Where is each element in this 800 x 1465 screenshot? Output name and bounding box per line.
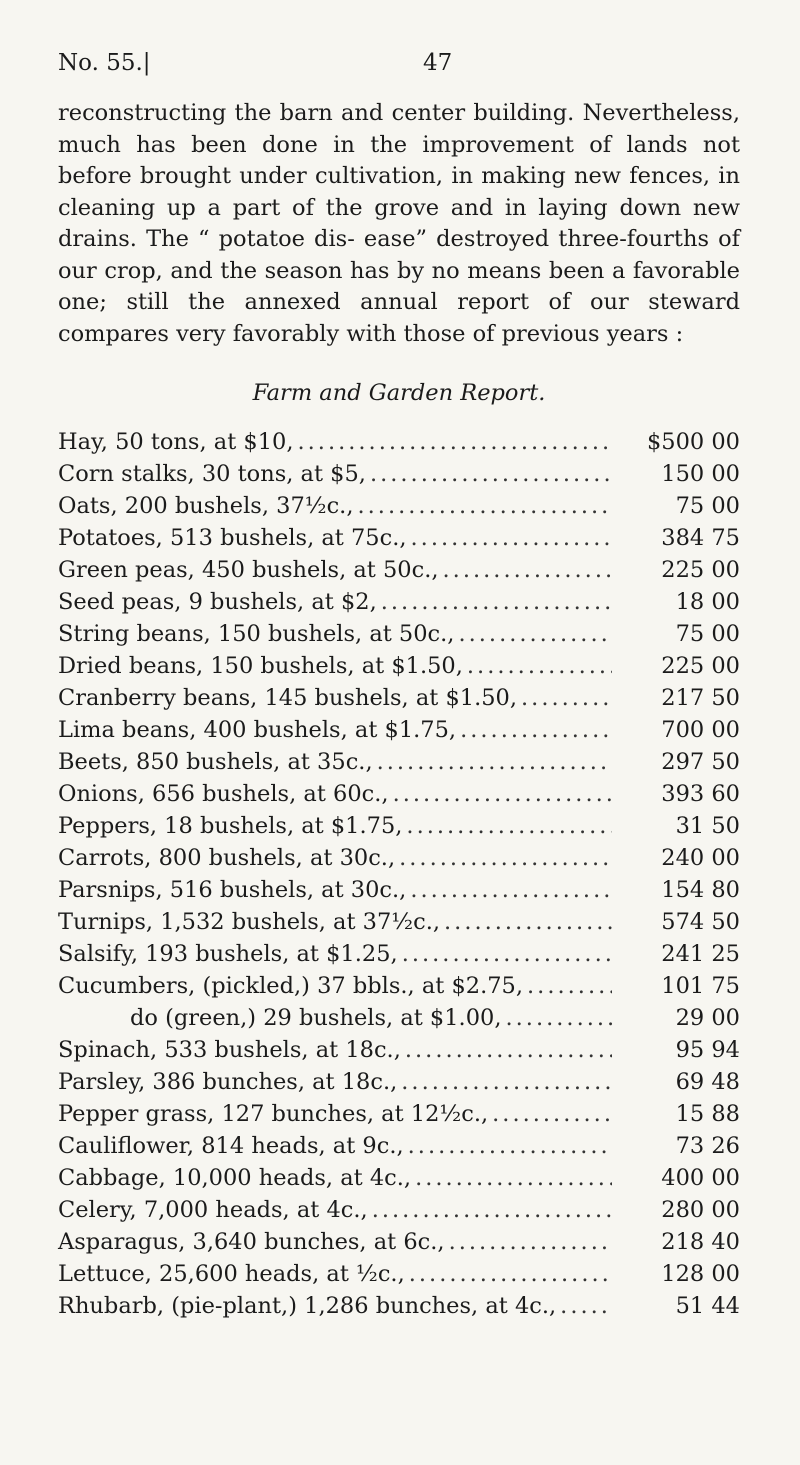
report-row-item: Potatoes, 513 bushels, at 75c., xyxy=(58,525,407,551)
dot-leader xyxy=(405,1034,612,1066)
report-row xyxy=(58,1258,740,1290)
report-row-item: Turnips, 1,532 bushels, at 37½c., xyxy=(58,909,441,935)
report-row-item: Cranberry beans, 145 bushels, at $1.50, xyxy=(58,685,518,711)
report-row-item: Hay, 50 tons, at $10, xyxy=(58,429,294,455)
report-row xyxy=(58,1194,740,1226)
dot-leader xyxy=(527,970,612,1002)
report-row xyxy=(58,778,740,810)
report-row-item: Lima beans, 400 bushels, at $1.75, xyxy=(58,717,457,743)
report-row-item: Lettuce, 25,600 heads, at ½c., xyxy=(58,1261,405,1287)
dot-leader xyxy=(460,714,612,746)
dot-leader xyxy=(399,842,612,874)
report-row xyxy=(58,874,740,906)
report-row xyxy=(58,458,740,490)
report-row xyxy=(58,1226,740,1258)
report-row-item: Rhubarb, (pie-plant,) 1,286 bunches, at 4c., xyxy=(58,1293,557,1319)
report-row-item: Onions, 656 bushels, at 60c., xyxy=(58,781,389,807)
report-row xyxy=(58,1002,740,1034)
report-row-item: Parsnips, 516 bushels, at 30c., xyxy=(58,877,407,903)
report-row-item: Pepper grass, 127 bunches, at 12½c., xyxy=(58,1101,489,1127)
dot-leader xyxy=(521,682,612,714)
report-row-amount: 95 94 xyxy=(675,1037,740,1063)
report-row-item: Celery, 7,000 heads, at 4c., xyxy=(58,1197,368,1223)
dot-leader xyxy=(377,746,612,778)
report-row-item: Salsify, 193 bushels, at $1.25, xyxy=(58,941,398,967)
report-row-amount: 51 44 xyxy=(675,1293,740,1319)
page-number: 47 xyxy=(423,50,453,76)
report-row-amount: 31 50 xyxy=(675,813,740,839)
report-row-amount: 75 00 xyxy=(675,621,740,647)
report-row xyxy=(58,1066,740,1098)
report-row-amount: 393 60 xyxy=(661,781,740,807)
report-row-item: Beets, 850 bushels, at 35c., xyxy=(58,749,373,775)
dot-leader xyxy=(358,490,613,522)
dot-leader xyxy=(410,874,612,906)
report-row xyxy=(58,1290,740,1322)
dot-leader xyxy=(411,522,612,554)
report-row xyxy=(58,554,740,586)
dot-leader xyxy=(406,810,612,842)
report-row-amount: 400 00 xyxy=(661,1165,740,1191)
dot-leader xyxy=(372,1194,612,1226)
report-row-amount: 280 00 xyxy=(661,1197,740,1223)
report-row-item: Cauliflower, 814 heads, at 9c., xyxy=(58,1133,404,1159)
report-row-amount: $500 00 xyxy=(646,429,740,455)
report-row-item: do (green,) 29 bushels, at $1.00, xyxy=(130,1005,502,1031)
report-row-amount: 18 00 xyxy=(675,589,740,615)
report-row-amount: 574 50 xyxy=(661,909,740,935)
report-row xyxy=(58,906,740,938)
dot-leader xyxy=(467,650,612,682)
report-row xyxy=(58,586,740,618)
report-row-amount: 128 00 xyxy=(661,1261,740,1287)
report-row-amount: 700 00 xyxy=(661,717,740,743)
dot-leader xyxy=(506,1002,613,1034)
running-head xyxy=(58,50,740,90)
report-row-amount: 225 00 xyxy=(661,653,740,679)
dot-leader xyxy=(415,1162,612,1194)
report-row xyxy=(58,426,740,458)
dot-leader xyxy=(393,778,612,810)
dot-leader xyxy=(370,458,612,490)
report-row xyxy=(58,1162,740,1194)
dot-leader xyxy=(443,554,612,586)
report-row-amount: 297 50 xyxy=(661,749,740,775)
report-row xyxy=(58,650,740,682)
report-row xyxy=(58,1098,740,1130)
report-row-item: Parsley, 386 bunches, at 18c., xyxy=(58,1069,398,1095)
report-row-item: Dried beans, 150 bushels, at $1.50, xyxy=(58,653,463,679)
report-row xyxy=(58,522,740,554)
report-row-item: Peppers, 18 bushels, at $1.75, xyxy=(58,813,403,839)
report-row xyxy=(58,970,740,1002)
report-row xyxy=(58,490,740,522)
report-row-amount: 384 75 xyxy=(661,525,740,551)
report-row xyxy=(58,714,740,746)
report-row-amount: 241 25 xyxy=(661,941,740,967)
report-row-amount: 150 00 xyxy=(661,461,740,487)
dot-leader xyxy=(449,1226,612,1258)
report-row-amount: 29 00 xyxy=(675,1005,740,1031)
report-row xyxy=(58,1130,740,1162)
dot-leader xyxy=(401,1066,612,1098)
dot-leader xyxy=(408,1130,612,1162)
dot-leader xyxy=(458,618,612,650)
report-row-amount: 15 88 xyxy=(675,1101,740,1127)
dot-leader xyxy=(381,586,612,618)
report-row-amount: 225 00 xyxy=(661,557,740,583)
report-row-amount: 73 26 xyxy=(675,1133,740,1159)
report-row xyxy=(58,1034,740,1066)
report-row-amount: 240 00 xyxy=(661,845,740,871)
report-row-item: Oats, 200 bushels, 37½c., xyxy=(58,493,354,519)
report-row-item: Green peas, 450 bushels, at 50c., xyxy=(58,557,439,583)
report-row-item: String beans, 150 bushels, at 50c., xyxy=(58,621,455,647)
report-row-amount: 154 80 xyxy=(661,877,740,903)
report-row xyxy=(58,938,740,970)
report-row-item: Corn stalks, 30 tons, at $5, xyxy=(58,461,366,487)
report-row-amount: 101 75 xyxy=(661,973,740,999)
dot-leader xyxy=(409,1258,612,1290)
dot-leader xyxy=(444,906,612,938)
report-row xyxy=(58,682,740,714)
report-row-item: Seed peas, 9 bushels, at $2, xyxy=(58,589,377,615)
report-row-amount: 218 40 xyxy=(661,1229,740,1255)
report-title: Farm and Garden Report. xyxy=(252,380,546,406)
dot-leader xyxy=(402,938,612,970)
report-row-item: Carrots, 800 bushels, at 30c., xyxy=(58,845,396,871)
report-row-item: Cabbage, 10,000 heads, at 4c., xyxy=(58,1165,412,1191)
report-row-amount: 75 00 xyxy=(675,493,740,519)
report-row xyxy=(58,842,740,874)
issue-number: No. 55.| xyxy=(58,50,151,76)
report-row xyxy=(58,746,740,778)
report-row-amount: 69 48 xyxy=(675,1069,740,1095)
report-row xyxy=(58,810,740,842)
farm-garden-report-table xyxy=(58,426,740,1322)
intro-paragraph: reconstructing the barn and center building. Nevertheless, much has been done in the improvement of lands not before brought under cultivation, in making new fences, in cleaning up a part of the grove and in laying down new drains. The “ potatoe dis- ease” destroyed three-fourths of our crop, and the season has by no means been a favorable one; still the annexed annual report of our steward compares very favorably with those of previous years : xyxy=(58,100,740,347)
report-row-item: Spinach, 533 bushels, at 18c., xyxy=(58,1037,401,1063)
report-row xyxy=(58,618,740,650)
dot-leader xyxy=(492,1098,612,1130)
dot-leader xyxy=(560,1290,612,1322)
report-row-item: Asparagus, 3,640 bunches, at 6c., xyxy=(58,1229,445,1255)
report-row-item: Cucumbers, (pickled,) 37 bbls., at $2.75, xyxy=(58,973,524,999)
dot-leader xyxy=(297,426,612,458)
report-row-amount: 217 50 xyxy=(661,685,740,711)
